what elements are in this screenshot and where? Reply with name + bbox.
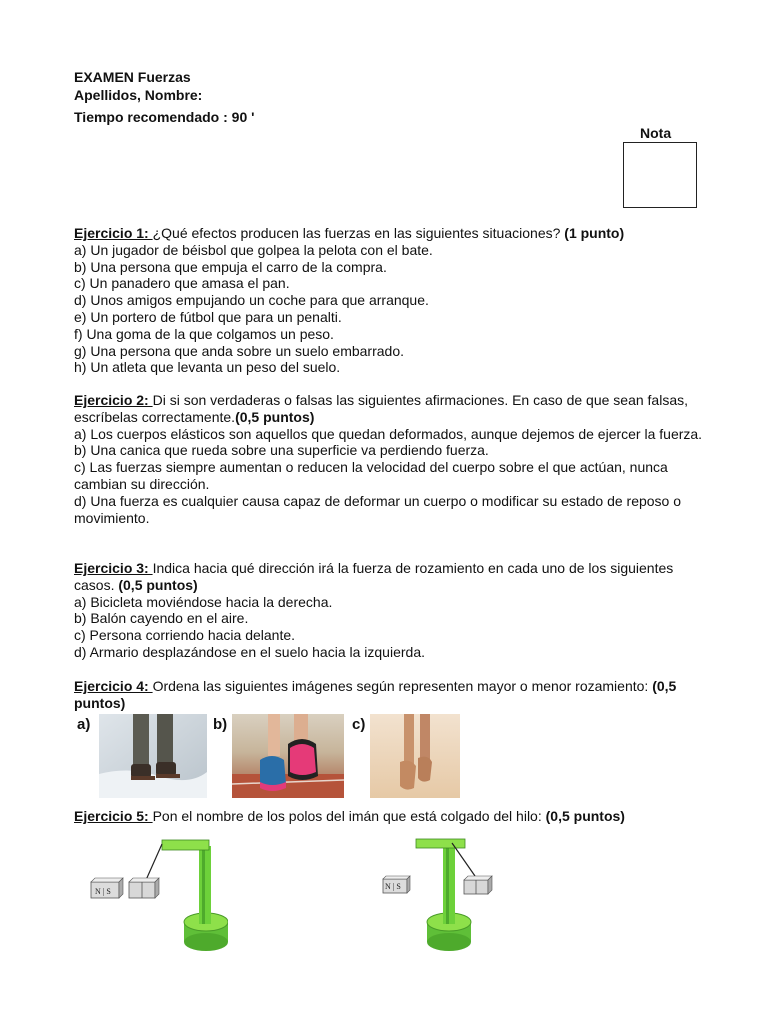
exercise-2-points: (0,5 puntos) bbox=[235, 408, 315, 425]
list-item: d) Unos amigos empujando un coche para que arranque. bbox=[74, 292, 429, 309]
list-item: a) Bicicleta moviéndose hacia la derecha. bbox=[74, 593, 333, 610]
exam-title: EXAMEN Fuerzas bbox=[74, 69, 191, 85]
exercise-4 bbox=[74, 678, 714, 712]
name-label: Apellidos, Nombre: bbox=[74, 87, 203, 103]
list-item: h) Un atleta que levanta un peso del suelo. bbox=[74, 359, 341, 376]
exercise-5-label: Ejercicio 5: bbox=[74, 808, 153, 824]
exercise-3-points: (0,5 puntos) bbox=[118, 576, 198, 593]
list-item: g) Una persona que anda sobre un suelo embarrado. bbox=[74, 342, 404, 359]
exercise-2 bbox=[74, 392, 714, 526]
exercise-1 bbox=[74, 225, 714, 376]
magnet-pole-label-2: N | S bbox=[385, 882, 401, 891]
list-item: b) Balón cayendo en el aire. bbox=[74, 610, 249, 627]
exercise-3-label: Ejercicio 3: bbox=[74, 560, 153, 576]
list-item: b) Una persona que empuja el carro de la compra. bbox=[74, 258, 387, 275]
list-item: a) Un jugador de béisbol que golpea la pelota con el bate. bbox=[74, 241, 433, 258]
list-item: b) Una canica que rueda sobre una superficie va perdiendo fuerza. bbox=[74, 442, 489, 459]
exercise-5 bbox=[74, 808, 714, 825]
list-item: a) Los cuerpos elásticos son aquellos que quedan deformados, aunque dejemos de ejercer la fuerza. bbox=[74, 425, 703, 442]
magnet-stand-diagram-2 bbox=[380, 836, 500, 954]
grade-box[interactable] bbox=[623, 142, 697, 208]
list-item: c) Las fuerzas siempre aumentan o reducen la velocidad del cuerpo sobre el que actúan, nunca cambian su dirección. bbox=[74, 459, 668, 492]
list-item: d) Una fuerza es cualquier causa capaz de deformar un cuerpo o modificar su estado de reposo o movimiento. bbox=[74, 492, 682, 526]
time-label: Tiempo recomendado : 90 ' bbox=[74, 109, 255, 125]
image-label-c: c) bbox=[352, 716, 366, 733]
exercise-3 bbox=[74, 560, 714, 661]
exercise-4-points: (0,5 puntos) bbox=[74, 678, 677, 711]
exercise-1-points: (1 punto) bbox=[564, 225, 625, 241]
list-item: d) Armario desplazándose en el suelo hacia la izquierda. bbox=[74, 643, 425, 660]
list-item: f) Una goma de la que colgamos un peso. bbox=[74, 325, 334, 342]
exercise-2-prompt: Di si son verdaderas o falsas las siguientes afirmaciones. En caso de que sean falsas, escríbelas correctamente. bbox=[74, 392, 688, 425]
list-item: e) Un portero de fútbol que para un penalti. bbox=[74, 308, 342, 325]
exercise-1-label: Ejercicio 1: bbox=[74, 225, 153, 241]
list-item: c) Un panadero que amasa el pan. bbox=[74, 275, 290, 292]
photo-running-shoes bbox=[232, 714, 344, 798]
photo-bare-feet-sand bbox=[370, 714, 460, 798]
magnet-pole-label-1: N | S bbox=[95, 887, 111, 896]
image-label-b: b) bbox=[213, 716, 228, 733]
magnet-stand-diagram-1 bbox=[88, 836, 228, 954]
exercise-5-prompt: Pon el nombre de los polos del imán que está colgado del hilo: bbox=[152, 808, 546, 824]
image-label-a: a) bbox=[77, 716, 91, 733]
exercise-4-prompt: Ordena las siguientes imágenes según representen mayor o menor rozamiento: bbox=[152, 678, 653, 694]
list-item: c) Persona corriendo hacia delante. bbox=[74, 627, 296, 644]
exercise-5-points: (0,5 puntos) bbox=[545, 808, 625, 824]
photo-boots-on-snow bbox=[99, 714, 207, 798]
exercise-4-label: Ejercicio 4: bbox=[74, 678, 153, 694]
grade-label: Nota bbox=[640, 125, 672, 141]
exercise-2-label: Ejercicio 2: bbox=[74, 392, 153, 408]
exercise-1-prompt: ¿Qué efectos producen las fuerzas en las siguientes situaciones? bbox=[152, 225, 565, 241]
exercise-3-prompt: Indica hacia qué dirección irá la fuerza de rozamiento en cada uno de los siguientes casos. bbox=[74, 560, 674, 593]
